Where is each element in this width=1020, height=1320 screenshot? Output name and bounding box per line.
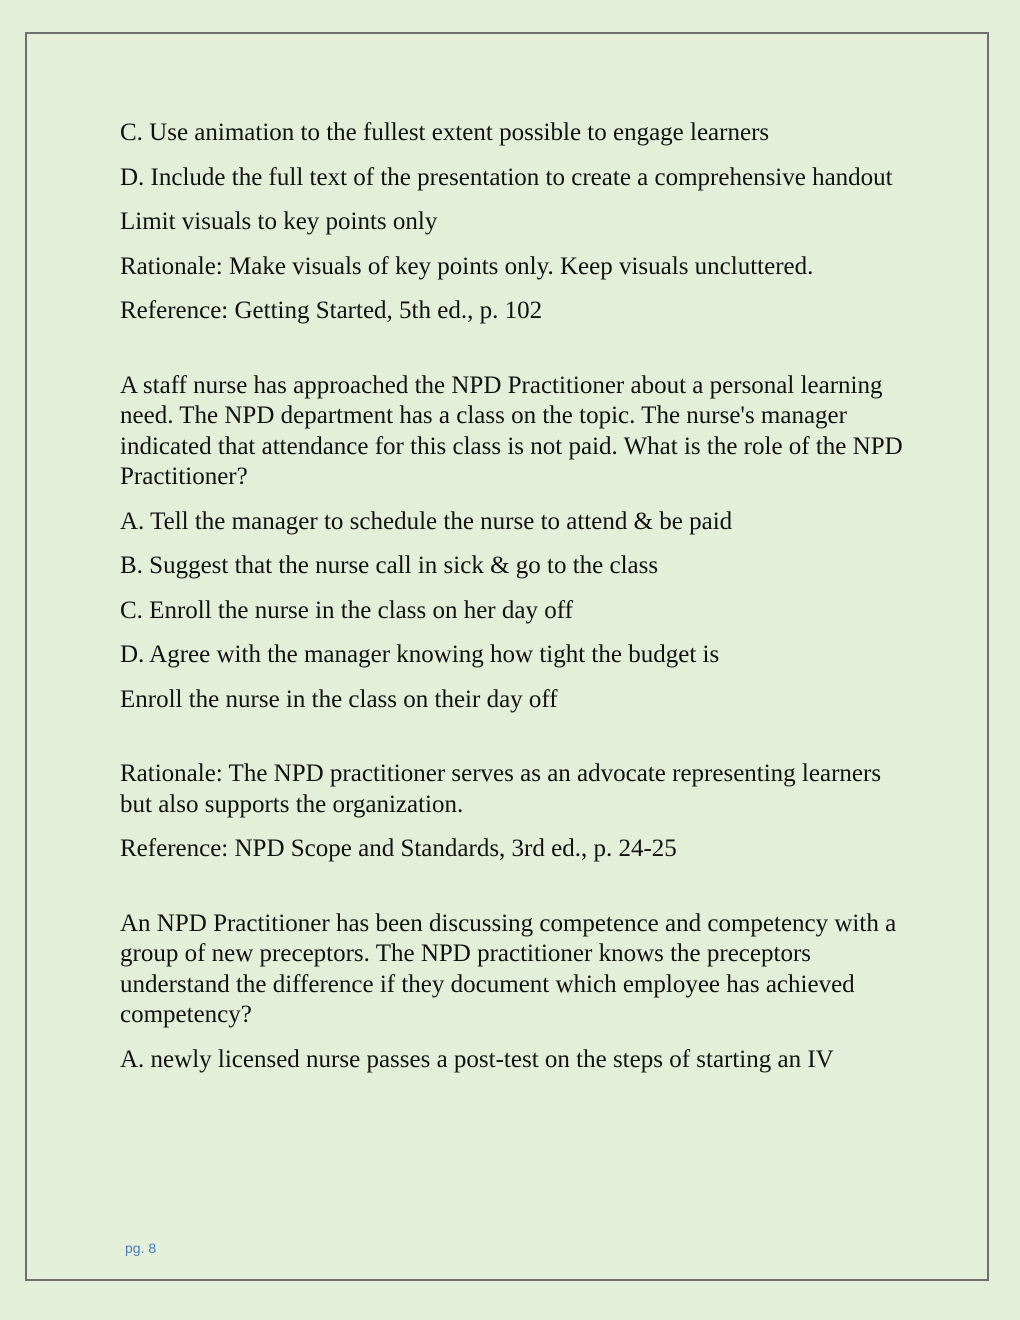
- q1-reference: Reference: Getting Started, 5th ed., p. 102: [120, 297, 543, 324]
- q3-stem: An NPD Practitioner has been discussing competence and competency with a group of new preceptors. The NPD practitioner knows the preceptors understand the difference if they document which employee has achieved competency?: [120, 909, 897, 1028]
- q2-option-b: B. Suggest that the nurse call in sick & go to the class: [120, 552, 659, 579]
- q2-answer: Enroll the nurse in the class on their day off: [120, 685, 558, 713]
- q3-option-a: A. newly licensed nurse passes a post-test on the steps of starting an IV: [120, 1045, 834, 1073]
- q2-reference: Reference: NPD Scope and Standards, 3rd ed., p. 24-25: [120, 835, 677, 862]
- spacer: [120, 879, 910, 909]
- q1-answer: Limit visuals to key points only: [120, 208, 438, 235]
- q2-rationale: Rationale: The NPD practitioner serves as an advocate representing learners but also supports the organization.: [120, 760, 882, 818]
- q2-stem: A staff nurse has approached the NPD Practitioner about a personal learning need. The NPD department has a class on the topic. The nurse's manager indicated that attendance for this class is not paid. What is the role of the NPD Practitioner?: [120, 371, 903, 490]
- q2-option-c: C. Enroll the nurse in the class on her day off: [120, 596, 573, 624]
- document-body: [120, 118, 910, 1089]
- spacer: [120, 729, 910, 759]
- q2-option-a: A. Tell the manager to schedule the nurse to attend & be paid: [120, 507, 733, 535]
- q1-rationale: Rationale: Make visuals of key points only. Keep visuals uncluttered.: [120, 252, 814, 280]
- q2-option-d: D. Agree with the manager knowing how tight the budget is: [120, 641, 720, 668]
- q1-option-d: D. Include the full text of the presentation to create a comprehensive handout: [120, 163, 893, 191]
- q1-option-c: C. Use animation to the fullest extent possible to engage learners: [120, 119, 770, 146]
- page-number: pg. 8: [125, 1240, 157, 1256]
- spacer: [120, 341, 910, 371]
